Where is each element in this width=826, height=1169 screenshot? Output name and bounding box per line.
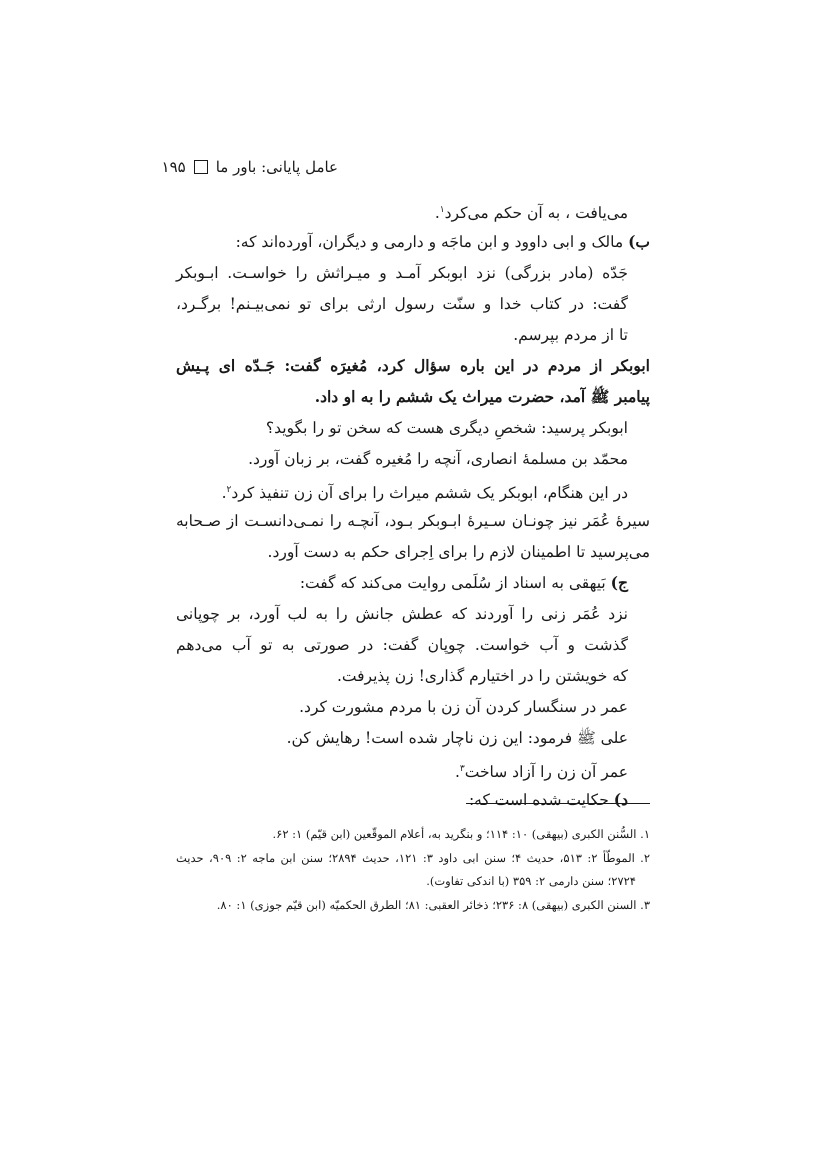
body-line: می‌پرسید تا اطمینان لازم را برای اِجرای حکم به دست آورد. — [267, 543, 650, 561]
body-line: سیرهٔ عُمَر نیز چونـان سـیرهٔ ابـوبکر بـود، آنچـه را نمـی‌دانسـت از صـحابه — [176, 512, 650, 530]
square-ornament-icon — [194, 160, 208, 174]
body-line: گذشت و آب خواست. چوپان گفت: در صورتی به تو آب می‌دهم — [176, 636, 628, 654]
body-line-bold: پیامبر ﷺ آمد، حضرت میراث یک ششم را به او داد. — [314, 387, 650, 406]
body-line: ابوبکر پرسید: شخصِ دیگری هست که سخن تو را بگوید؟ — [265, 419, 628, 437]
body-line: عمر آن زن را آزاد ساخت$^۳$. — [454, 763, 628, 782]
header-title: عامل پایانی: باور ما — [215, 158, 338, 176]
running-header — [162, 158, 338, 176]
section-marker: ب) — [628, 232, 650, 251]
body-line: جَدّه (مادر بزرگی) نزد ابوبکر آمـد و میـراثش را خواسـت. ابـوبکر — [176, 264, 628, 282]
footnote: ۲۷۲۴؛ سنن دارمی ۲: ۳۵۹ (با اندکی تفاوت). — [426, 874, 636, 888]
body-line: در این هنگام، ابوبکر یک ششم میراث را برای آن زن تنفیذ کرد$^۲$. — [221, 484, 628, 503]
body-line: ج) بَیهقی به اسناد از سُلَمی روایت می‌کند که گفت: — [299, 573, 628, 592]
footnote-mark: ۳ — [459, 764, 465, 774]
body-line: نزد عُمَر زنی را آوردند که عطش جانش را به لب آورد، بر چوپانی — [176, 605, 628, 623]
footnote-mark: ۲ — [226, 485, 232, 495]
body-line: که خویشتن را در اختیارم گذاری! زن پذیرفت. — [336, 667, 628, 685]
footnote-mark: ۱ — [439, 205, 445, 215]
body-line: گفت: در کتاب خدا و سنّت رسول ارثی برای تو نمی‌بیـنم! برگـرد، — [176, 295, 628, 313]
body-line-bold: ابوبکر از مردم در این باره سؤال کرد، مُغیرَه گفت: جَـدّه ای پـیش — [176, 356, 650, 375]
body-line: عمر در سنگسار کردن آن زن با مردم مشورت کرد. — [299, 698, 628, 716]
footnote: ۳. السنن الکبری (بیهقی) ۸: ۲۳۶؛ ذخائر العقبی: ۸۱؛ الطرق الحکمیّه (ابن قیّم جوزی) ۱: ۸۰. — [216, 898, 650, 912]
body-line: می‌یافت ، به آن حکم می‌کرد$^۱$. — [434, 204, 628, 223]
body-line: د) حکایت شده است که: — [468, 790, 628, 809]
section-marker: د) — [613, 790, 628, 809]
body-line: ب) مالک و ابی داوود و ابن ماجَه و دارمی و دیگران، آورده‌اند که: — [235, 232, 650, 251]
body-line: علی ﷺ فرمود: این زن ناچار شده است! رهایش کن. — [286, 729, 628, 747]
footnote-divider — [466, 803, 650, 804]
body-line: تا از مردم بپرسم. — [513, 326, 628, 344]
page-number: ۱۹۵ — [161, 158, 186, 176]
body-line: محمّد بن مسلمهٔ انصاری، آنچه را مُغیره گفت، بر زبان آورد. — [248, 450, 628, 468]
footnote: ۱. السُّنن الکبری (بیهقی) ۱۰: ۱۱۴؛ و بنگرید به، أعلام الموقّعین (ابن قیّم) ۱: ۶۲. — [272, 827, 650, 841]
footnote: ۲. الموطّأ ۲: ۵۱۳، حدیث ۴؛ سنن ابی داود ۳: ۱۲۱، حدیث ۲۸۹۴؛ سنن ابن ماجه ۲: ۹۰۹، حدیث — [176, 851, 651, 865]
section-marker: ج) — [610, 573, 628, 592]
